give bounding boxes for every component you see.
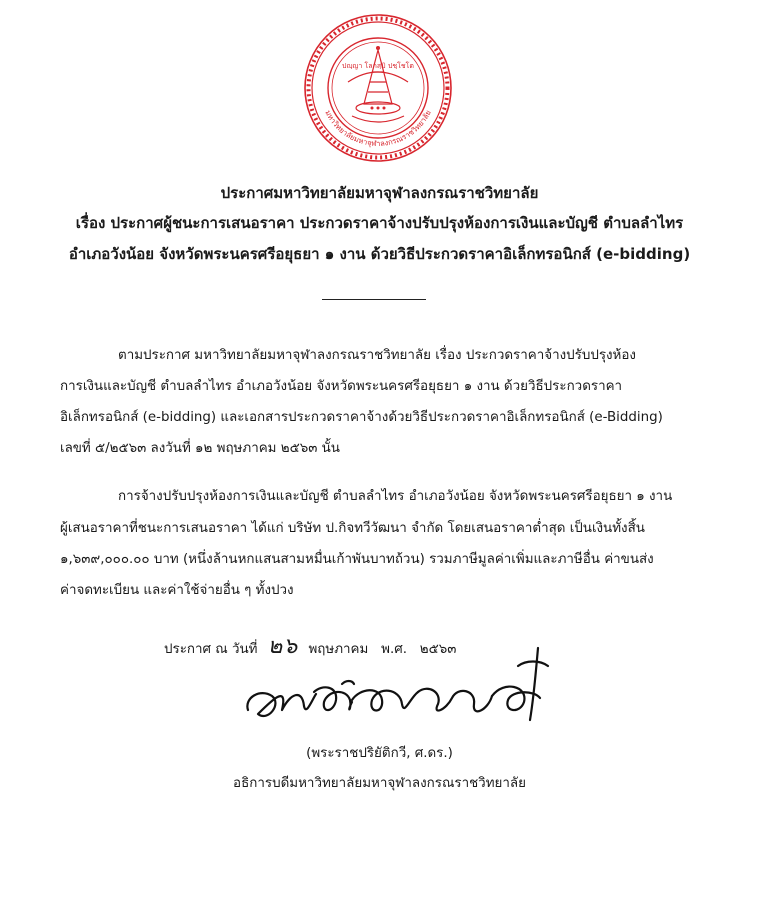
body-text-line: ผู้เสนอราคาที่ชนะการเสนอราคา ได้แก่ บริษัท ป.กิจทวีวัฒนา จำกัด โดยเสนอราคาต่ำสุด เป็นเงินทั้งสิ้น bbox=[60, 521, 645, 536]
body-text-line: เลขที่ ๕/๒๕๖๓ ลงวันที่ ๑๒ พฤษภาคม ๒๕๖๓ นั้น bbox=[60, 441, 340, 456]
date-year: ๒๕๖๓ bbox=[419, 642, 457, 657]
date-era: พ.ศ. bbox=[381, 642, 407, 657]
body-text-line: ๑,๖๓๙,๐๐๐.๐๐ บาท (หนึ่งล้านหกแสนสามหมื่นเก้าพันบาทถ้วน) รวมภาษีมูลค่าเพิ่มและภาษีอื่น ค่าขนส่ง bbox=[60, 552, 654, 567]
body-text-line: การจ้างปรับปรุงห้องการเงินและบัญชี ตำบลลำไทร อำเภอวังน้อย จังหวัดพระนครศรีอยุธยา ๑ งาน bbox=[118, 489, 673, 504]
seal-ring-text: มหาวิทยาลัยมหาจุฬาลงกรณราชวิทยาลัย bbox=[323, 108, 433, 149]
body-text-line: ตามประกาศ มหาวิทยาลัยมหาจุฬาลงกรณราชวิทยาลัย เรื่อง ประกวดราคาจ้างปรับปรุงห้อง bbox=[118, 348, 636, 363]
divider-line bbox=[322, 299, 426, 300]
signer-position: อธิการบดีมหาวิทยาลัยมหาจุฬาลงกรณราชวิทยาลัย bbox=[233, 776, 526, 791]
body-text-line: ค่าจดทะเบียน และค่าใช้จ่ายอื่น ๆ ทั้งปวง bbox=[60, 583, 294, 598]
date-month: พฤษภาคม bbox=[308, 642, 369, 657]
handwritten-signature bbox=[242, 640, 562, 740]
announcement-title: ประกาศมหาวิทยาลัยมหาจุฬาลงกรณราชวิทยาลัย bbox=[220, 184, 539, 202]
announcement-subject-line2: อำเภอวังน้อย จังหวัดพระนครศรีอยุธยา ๑ งาน ด้วยวิธีประกวดราคาอิเล็กทรอนิกส์ (e-bidding) bbox=[68, 245, 691, 263]
body-text-line: การเงินและบัญชี ตำบลลำไทร อำเภอวังน้อย จังหวัดพระนครศรีอยุธยา ๑ งาน ด้วยวิธีประกวดราคา bbox=[60, 379, 623, 394]
date-prefix: ประกาศ ณ วันที่ bbox=[164, 642, 258, 657]
date-day-handwritten: ๒๖ bbox=[267, 634, 299, 659]
body-text-line: อิเล็กทรอนิกส์ (e-bidding) และเอกสารประกวดราคาจ้างด้วยวิธีประกวดราคาอิเล็กทรอนิกส์ (e-Bidding) bbox=[60, 410, 663, 425]
university-seal-logo bbox=[302, 12, 454, 164]
signer-name: (พระราชปริยัติกวี, ศ.ดร.) bbox=[306, 746, 453, 761]
seal-motto-text: ปญฺญา โลกสฺมิ ปชฺโชโต bbox=[342, 62, 414, 70]
announcement-subject-line1: เรื่อง ประกาศผู้ชนะการเสนอราคา ประกวดราคาจ้างปรับปรุงห้องการเงินและบัญชี ตำบลลำไทร bbox=[75, 214, 684, 232]
